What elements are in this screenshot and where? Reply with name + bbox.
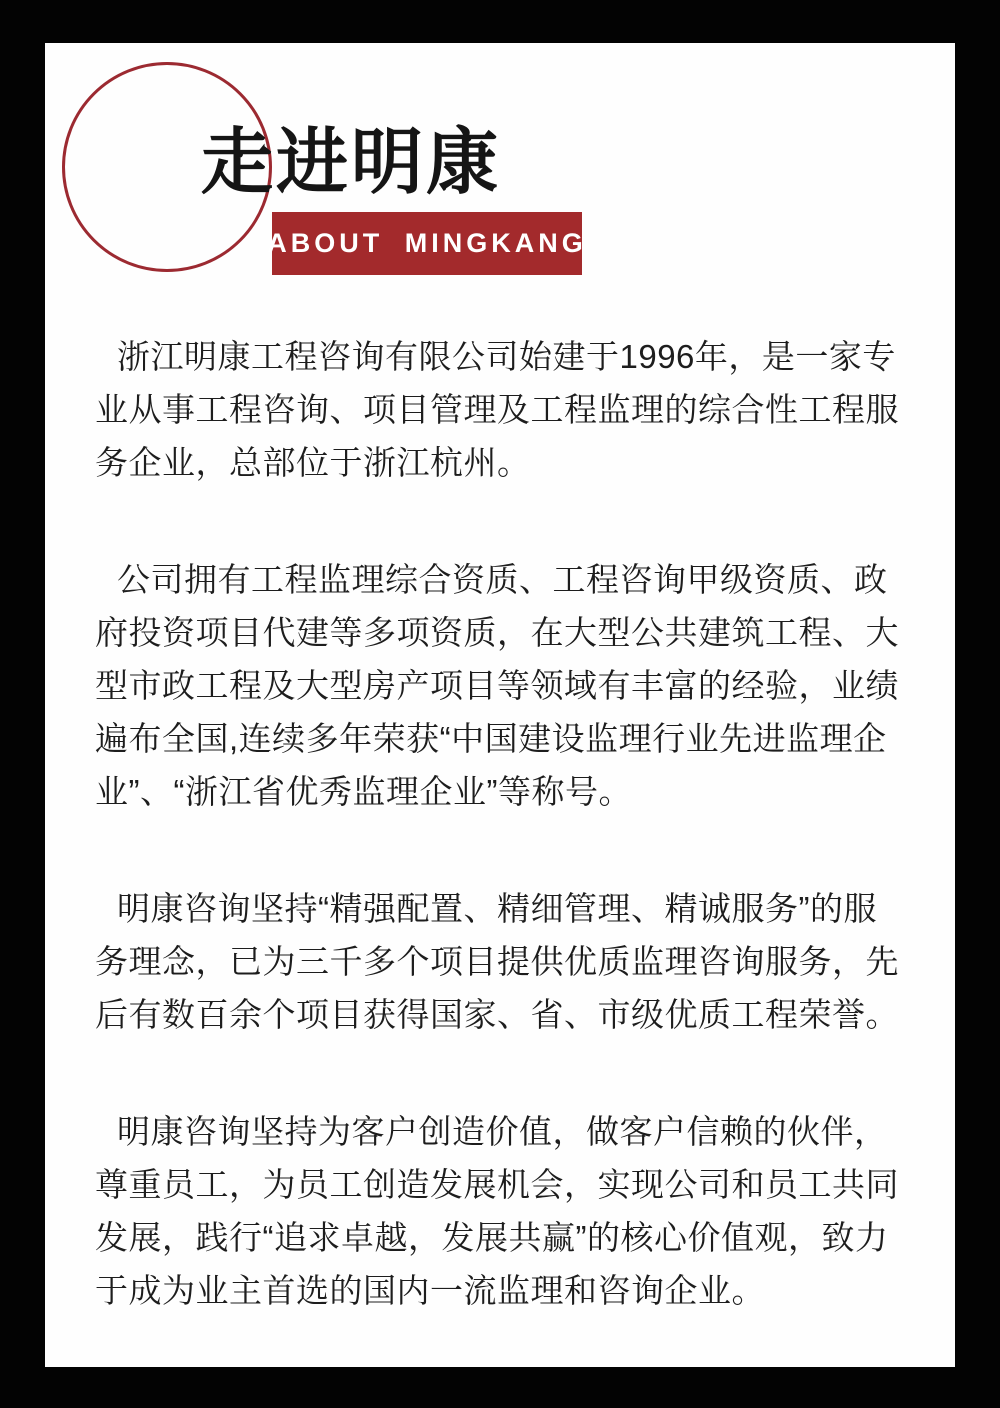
content-panel (45, 43, 955, 1367)
paragraph-core-values: 明康咨询坚持为客户创造价值，做客户信赖的伙伴，尊重员工，为员工创造发展机会，实现公司和员工共同发展，践行“追求卓越，发展共赢”的核心价值观，致力于成为业主首选的国内一流监理和咨询企业。 (95, 1113, 899, 1309)
page-title: 走进明康 (201, 123, 502, 203)
paragraph-service-philosophy: 明康咨询坚持“精强配置、精细管理、精诚服务”的服务理念，已为三千多个项目提供优质监理咨询服务，先后有数百余个项目获得国家、省、市级优质工程荣誉。 (95, 890, 899, 1033)
subtitle-banner: ABOUT MINGKANG (272, 212, 582, 275)
section-header (45, 43, 955, 275)
paragraph-qualifications: 公司拥有工程监理综合资质、工程咨询甲级资质、政府投资项目代建等多项资质，在大型公共建筑工程、大型市政工程及大型房产项目等领域有丰富的经验，业绩遍布全国,连续多年荣获“中国建设监理行业先进监理企业”、“浙江省优秀监理企业”等称号。 (95, 561, 899, 810)
article-body (95, 330, 905, 1381)
paragraph-company-intro: 浙江明康工程咨询有限公司始建于1996年，是一家专业从事工程咨询、项目管理及工程监理的综合性工程服务企业，总部位于浙江杭州。 (95, 338, 899, 481)
